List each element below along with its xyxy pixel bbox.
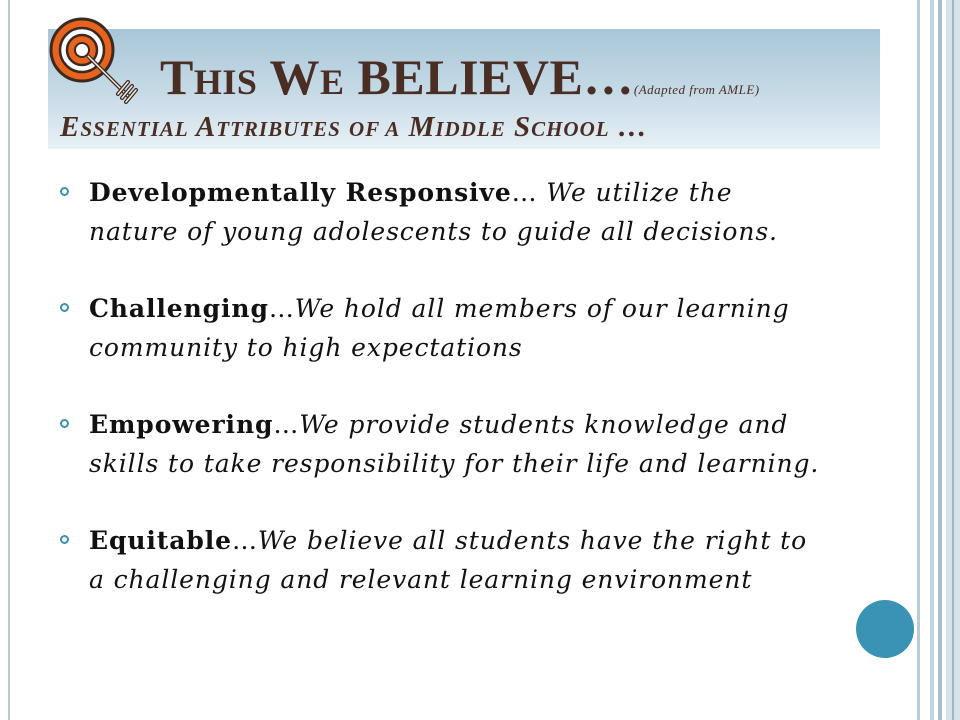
attribute-term: Developmentally Responsive xyxy=(89,178,512,207)
hollow-circle-bullet-icon xyxy=(60,187,69,196)
page-subtitle: ESSENTIAL ATTRIBUTES OF A MIDDLE SCHOOL … xyxy=(60,111,648,143)
title-source-note: (Adapted from AMLE) xyxy=(633,82,760,97)
attribute-description: We provide students knowledge and skills to take responsibility for their life and learning. xyxy=(89,410,820,478)
frame-stripe xyxy=(952,0,954,720)
frame-stripe xyxy=(917,0,920,720)
list-item xyxy=(60,289,830,367)
attribute-list xyxy=(60,173,830,637)
attribute-description: We hold all members of our learning community to high expectations xyxy=(89,294,790,362)
list-item xyxy=(60,521,830,599)
term-separator: … xyxy=(231,526,258,555)
frame-stripe xyxy=(930,0,934,720)
slide-frame-left xyxy=(8,0,10,720)
hollow-circle-bullet-icon xyxy=(60,535,69,544)
list-item xyxy=(60,173,830,251)
attribute-term: Equitable xyxy=(89,526,232,555)
hollow-circle-bullet-icon xyxy=(60,303,69,312)
attribute-description: We utilize the nature of young adolescents to guide all decisions. xyxy=(89,178,778,246)
page-title: THIS WE BELIEVE…(Adapted from AMLE) xyxy=(160,49,760,105)
frame-stripe xyxy=(938,0,942,720)
term-separator: … xyxy=(268,294,295,323)
target-with-arrow-icon xyxy=(48,16,148,112)
attribute-description: We believe all students have the right to a challenging and relevant learning environment xyxy=(89,526,808,594)
term-separator: … xyxy=(273,410,300,439)
attribute-term: Challenging xyxy=(89,294,269,323)
slide-frame-right xyxy=(917,0,960,720)
attribute-term: Empowering xyxy=(89,410,274,439)
list-item xyxy=(60,405,830,483)
hollow-circle-bullet-icon xyxy=(60,419,69,428)
term-separator: … xyxy=(511,178,547,207)
decorative-circle xyxy=(856,600,914,658)
